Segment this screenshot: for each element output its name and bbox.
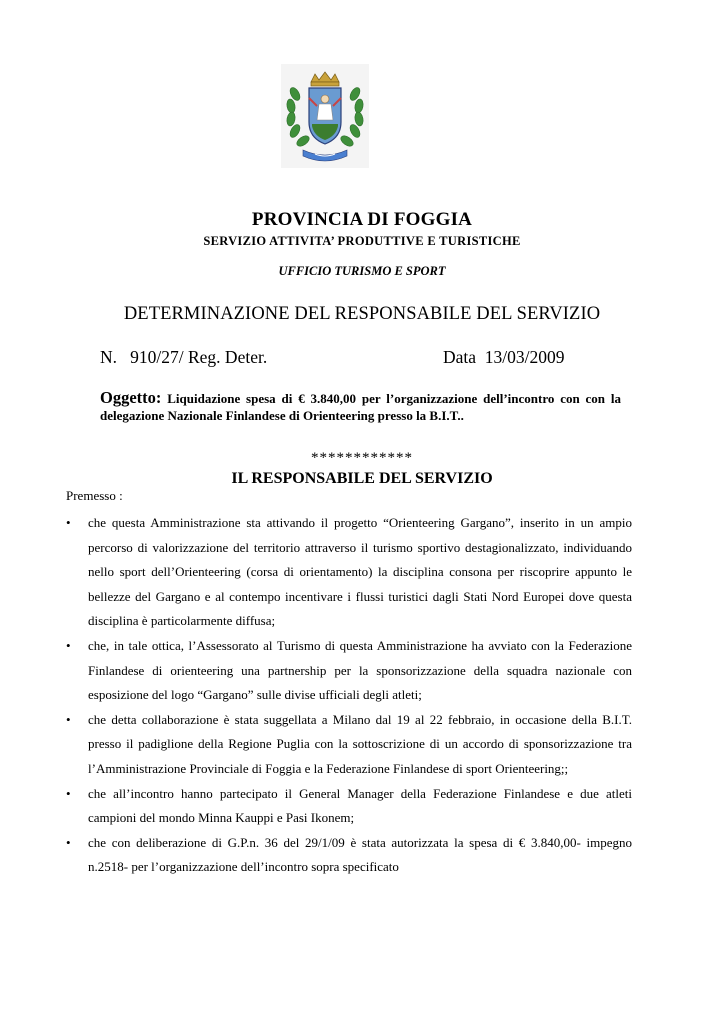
section-separator: ************ — [311, 450, 413, 466]
bullet-icon: • — [66, 711, 71, 727]
list-item-text: che con deliberazione di G.P.n. 36 del 29/1/09 è stata autorizzata la spesa di € 3.840,00- impegno n.2518- per l’organizzazione dell’incontro sopra specificato — [88, 834, 632, 875]
bullet-icon: • — [66, 834, 71, 850]
list-item — [66, 782, 632, 831]
list-item — [66, 831, 632, 880]
list-item-text: che detta collaborazione è stata suggellata a Milano dal 19 al 22 febbraio, in occasione della B.I.T. presso il padiglione della Regione Puglia con la sottoscrizione di un accordo di sponsorizzazione tra l’Amministrazione Provinciale di Foggia e la Federazione Finlandese di sport Orienteering;; — [88, 711, 632, 776]
bullet-icon: • — [66, 637, 71, 653]
section-heading: IL RESPONSABILE DEL SERVIZIO — [231, 470, 493, 487]
subject-text: Liquidazione spesa di € 3.840,00 per l’organizzazione dell’incontro con con la delegazione Nazionale Finlandese di Orienteering presso la B.I.T.. — [100, 391, 621, 423]
bullet-icon: • — [66, 785, 71, 801]
subject-block — [100, 389, 621, 424]
issuer-title: PROVINCIA DI FOGGIA — [251, 209, 473, 230]
premise-list — [66, 511, 632, 880]
document-type-heading: DETERMINAZIONE DEL RESPONSABILE DEL SERVIZIO — [123, 304, 601, 324]
subject-label: Oggetto: — [100, 388, 162, 407]
list-item — [66, 708, 632, 782]
list-item — [66, 511, 632, 634]
bullet-icon: • — [66, 515, 71, 530]
province-coat-of-arms-logo — [281, 64, 369, 168]
service-subtitle: SERVIZIO ATTIVITA’ PRODUTTIVE E TURISTICHE — [203, 234, 521, 248]
premise-label: Premesso : — [66, 488, 123, 503]
list-item-text: che questa Amministrazione sta attivando il progetto “Orienteering Gargano”, inserito in un ampio percorso di valorizzazione del territorio attraverso il turismo sportivo destagionalizzato, individuando nello sport dell’Orienteering (corsa di orientamento) la disciplina consona per riscoprire appunto le bellezze del Gargano e al contempo incentivare i flussi turistici dagli Stati Nord Europei dove questa disciplina è particolarmente diffusa; — [88, 515, 632, 629]
determination-number: N. 910/27/ Reg. Deter. — [100, 347, 268, 367]
office-name: UFFICIO TURISMO E SPORT — [278, 264, 446, 278]
list-item-text: che all’incontro hanno partecipato il General Manager della Federazione Finlandese e due atleti campioni del mondo Minna Kauppi e Pasi Ikonem; — [88, 785, 632, 826]
list-item — [66, 634, 632, 708]
determination-date: Data 13/03/2009 — [443, 347, 565, 367]
list-item-text: che, in tale ottica, l’Assessorato al Turismo di questa Amministrazione ha avviato con la Federazione Finlandese di orienteering una partnership per la sponsorizzazione della squadra nazionale con esposizione del logo “Gargano” sulle divise ufficiali degli atleti; — [88, 637, 632, 703]
